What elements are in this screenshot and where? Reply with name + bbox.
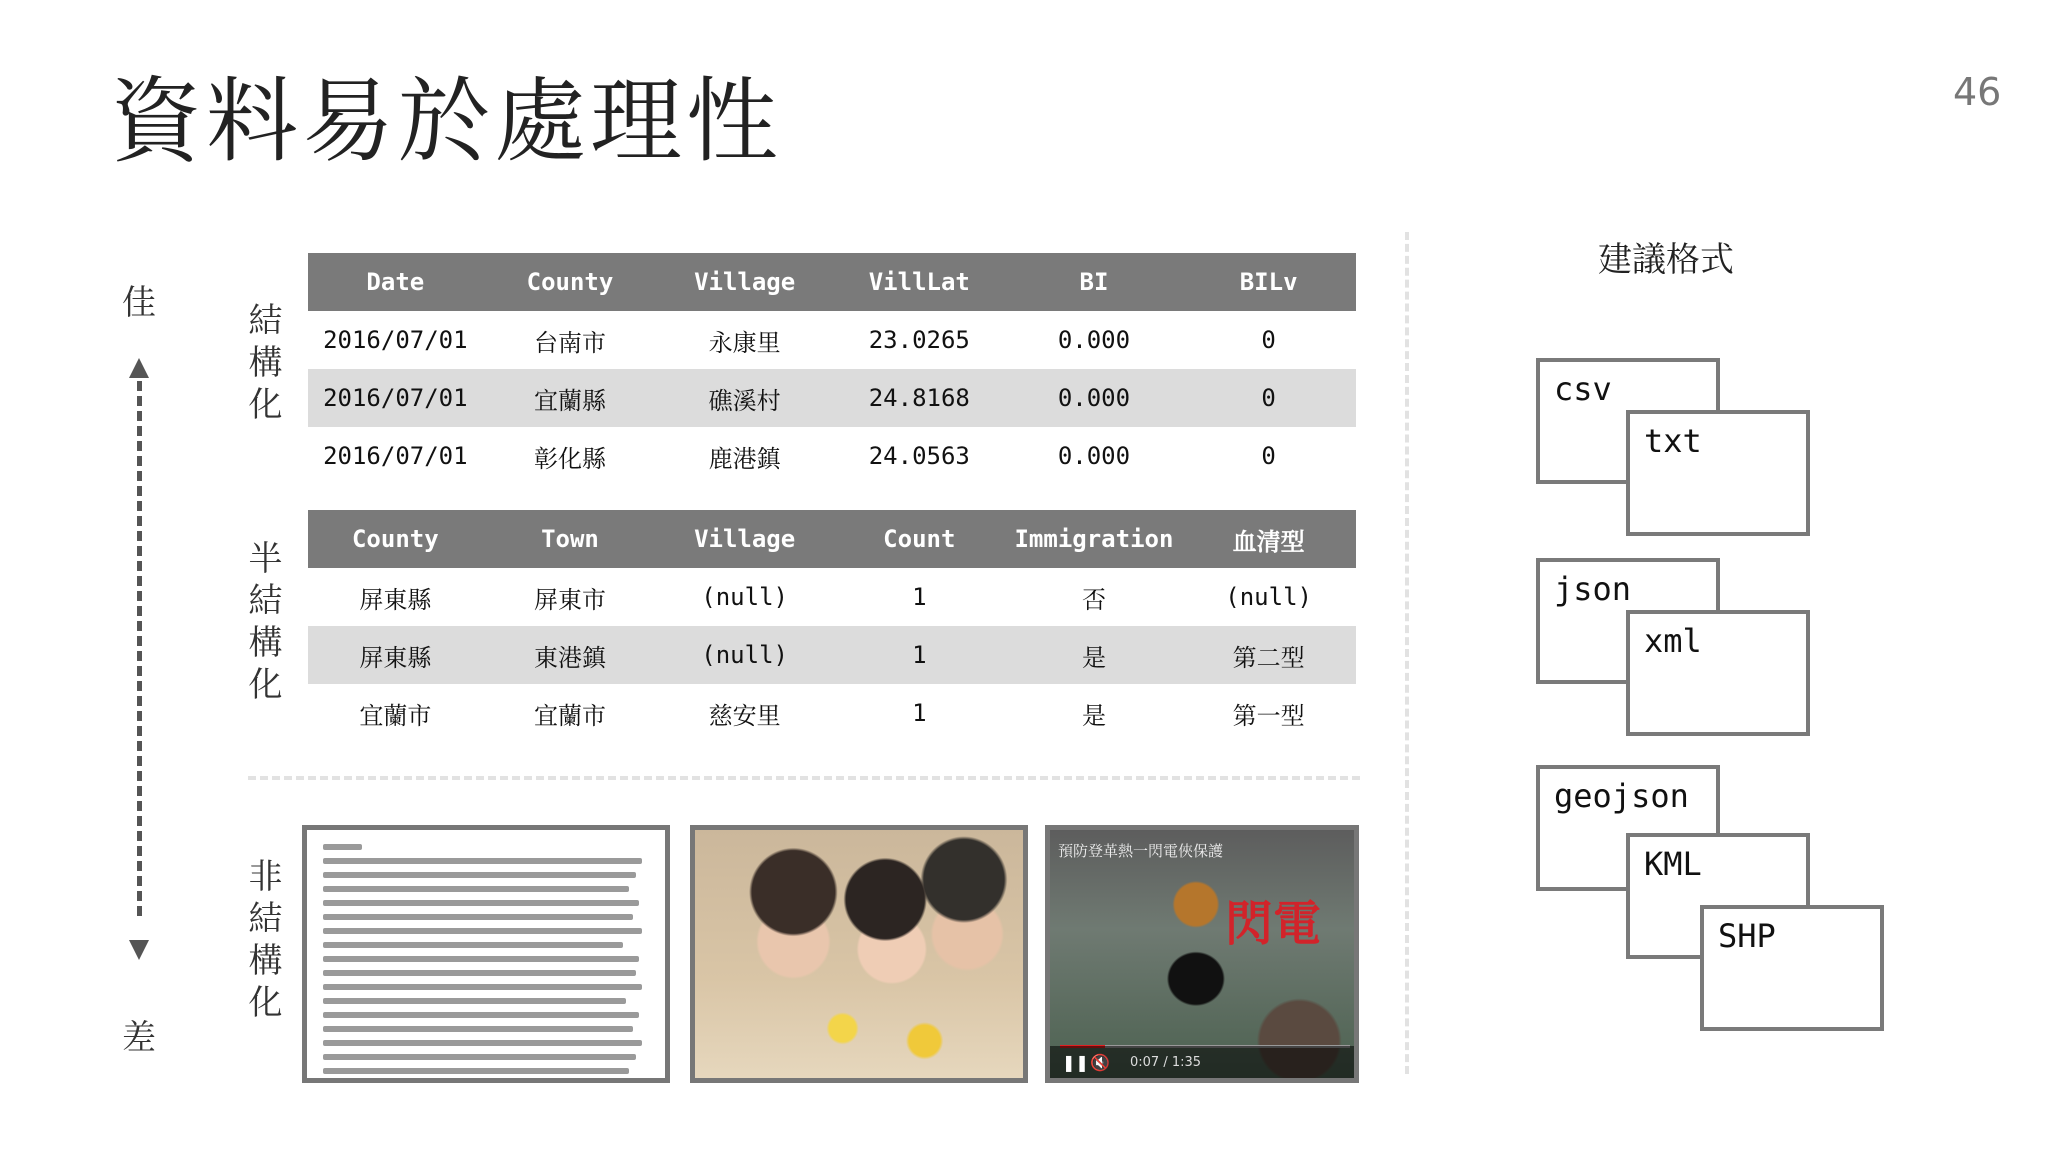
table-cell: 宜蘭縣 [483,369,658,427]
arrow-down-icon [129,940,149,960]
video-time: 0:07 / 1:35 [1130,1055,1202,1070]
column-header: BILv [1181,253,1356,311]
table-cell: 是 [1081,701,1106,730]
column-header: Village [657,253,832,311]
pause-icon[interactable]: ❚❚ [1062,1053,1089,1072]
column-header: Town [483,510,658,568]
scale-worst-label: 差 [122,1018,156,1058]
table-cell: 第二型 [1181,626,1356,684]
column-header: Date [308,253,483,311]
table-cell: 屏東縣 [308,626,483,684]
table-cell: 是 [1007,626,1182,684]
table-cell: 鹿港鎮 [708,444,781,473]
format-box-txt [1626,410,1810,536]
table-cell: 0.000 [1007,369,1182,427]
horizontal-divider [248,776,1360,780]
column-header: County [308,510,483,568]
table-cell: 礁溪村 [657,369,832,427]
table-cell: 0.000 [1057,326,1131,354]
table-row [308,626,1356,684]
table-cell: (null) [701,583,788,611]
table-cell: 屏東市 [533,585,606,614]
column-header: Count [832,510,1007,568]
format-label: txt [1644,422,1702,460]
table-cell: 24.0563 [868,442,970,470]
format-label: xml [1644,622,1702,660]
table-cell: 1 [912,583,927,611]
video-caption: 預防登革熱一閃電俠保護 [1058,842,1224,860]
table-header-row [308,253,1356,311]
table-cell: 台南市 [533,328,606,357]
table-cell: 0 [1261,442,1276,470]
table-cell: 第一型 [1232,701,1305,730]
table-cell: 彰化縣 [533,444,606,473]
table-cell: 永康里 [708,328,781,357]
table-cell: 否 [1081,585,1106,614]
vertical-divider [1405,232,1409,1074]
video-thumbnail[interactable] [1045,825,1359,1083]
table-cell: 東港鎮 [483,626,658,684]
table-cell: 宜蘭市 [359,701,432,730]
column-header: Immigration [1007,510,1182,568]
table-row [308,311,1356,369]
table-cell: 23.0265 [868,326,970,354]
mute-icon[interactable]: 🔇 [1090,1053,1110,1072]
table-row [308,684,1356,742]
scale-best-label: 佳 [122,283,156,323]
table-cell: 2016/07/01 [323,326,468,354]
column-header: Village [657,510,832,568]
table-cell: 1 [912,699,927,727]
format-label: geojson [1554,777,1689,815]
table-cell: (null) [1225,583,1312,611]
table-row [308,568,1356,626]
structured-data-table [308,253,1356,485]
table-cell: 0 [1181,369,1356,427]
format-label: SHP [1718,917,1776,955]
column-header: 血清型 [1181,510,1356,568]
table-cell: 慈安里 [708,701,781,730]
column-header: BI [1007,253,1182,311]
table-cell: 0.000 [1057,442,1131,470]
table-header-row [308,510,1356,568]
table-cell: 2016/07/01 [323,442,468,470]
slide-title: 資料易於處理性 [110,68,783,175]
table-cell: 1 [832,626,1007,684]
format-label: json [1554,570,1632,608]
table-cell: 24.8168 [832,369,1007,427]
table-row [308,369,1356,427]
format-label: csv [1554,370,1612,408]
structured-label: 結構化 [242,302,282,428]
photo-thumbnail [690,825,1028,1083]
table-cell: 0 [1261,326,1276,354]
suggested-formats-heading: 建議格式 [1598,240,1734,280]
table-cell: 屏東縣 [359,585,432,614]
document-thumbnail [302,825,670,1083]
unstructured-label: 非結構化 [242,858,282,1026]
semi-structured-label: 半結構化 [242,540,282,708]
page-number: 46 [1953,70,2002,114]
table-row [308,427,1356,485]
format-box-shp [1700,905,1884,1031]
semi-structured-data-table [308,510,1356,742]
scale-axis [137,366,142,916]
table-cell: (null) [657,626,832,684]
table-cell: 宜蘭市 [533,701,606,730]
format-box-xml [1626,610,1810,736]
column-header: County [483,253,658,311]
format-label: KML [1644,845,1702,883]
video-overlay-text: 閃電 [1225,896,1322,952]
table-cell: 2016/07/01 [308,369,483,427]
column-header: VillLat [832,253,1007,311]
